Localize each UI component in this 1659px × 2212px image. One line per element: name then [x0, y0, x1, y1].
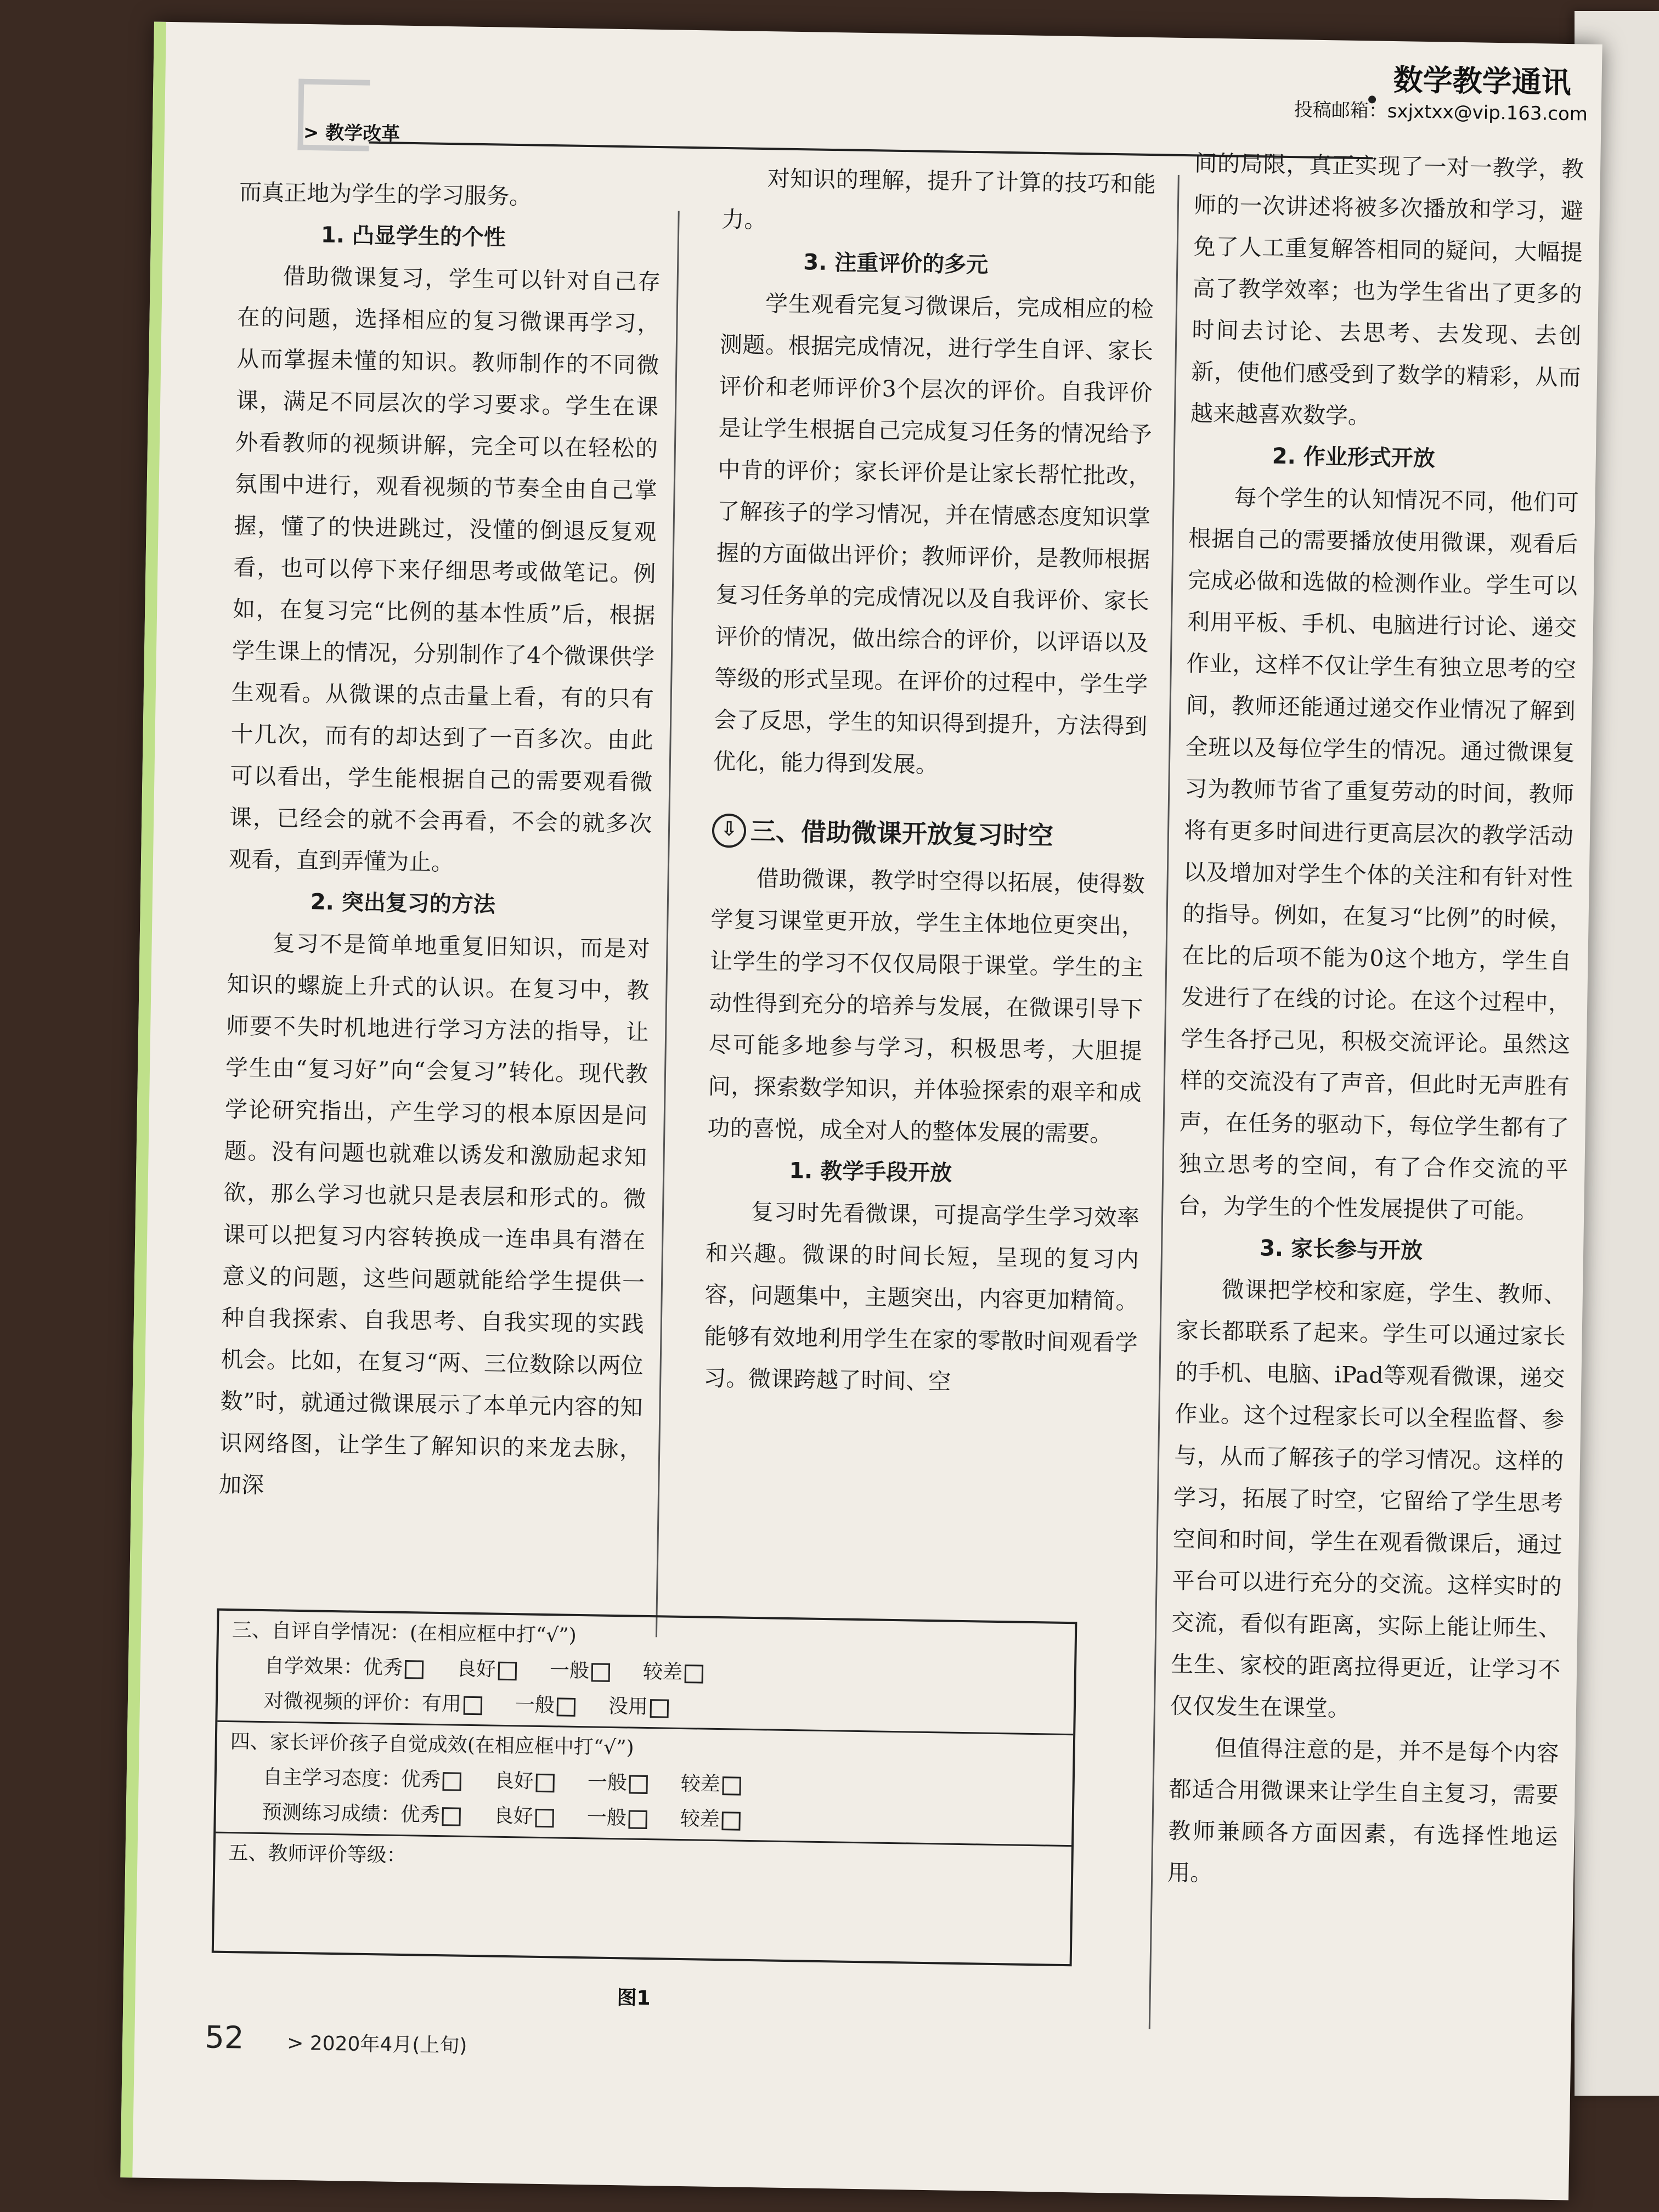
- magazine-title: 数学教学通讯: [1393, 63, 1572, 100]
- paragraph: 学生观看完复习微课后，完成相应的检测题。根据完成情况，进行学生自评、家长评价和老师评价3个层次的评价。自我评价是让学生根据自己完成复习任务的情况给予中肯的评价；家长评价是让家长帮忙批改，了解孩子的学习情况，并在情感态度知识掌握的方面做出评价；教师评价，是教师根据复习任务单的完成情况以及自我评价、家长评价的情况，做出综合的评价，以评语以及等级的形式呈现。在评价的过程中，学生学会了反思，学生的知识得到提升，方法得到优化，能力得到发展。: [713, 290, 1154, 778]
- option-label: 良好: [493, 1804, 534, 1828]
- issue-date: > 2020年4月(上旬): [286, 2032, 467, 2057]
- subheading: 3. 家长参与开放: [1259, 1235, 1423, 1264]
- option-label: 一般: [515, 1694, 555, 1717]
- figure-caption: 图1: [617, 1987, 651, 2010]
- subheading: 2. 作业形式开放: [1272, 443, 1436, 472]
- form-section-teacher-evaluation: [214, 1833, 1071, 1944]
- subheading: 3. 注重评价的多元: [803, 250, 989, 278]
- paragraph: 微课把学校和家庭，学生、教师、家长都联系了起来。学生可以通过家长的手机、电脑、iPad等观看微课，递交作业。这个过程家长可以全程监督、参与，从而了解孩子的学习情况。这样的学习，拓展了时空，它留给了学生思考空间和时间，学生在观看微课后，通过平台可以进行充分的交流。这样实时的交流，看似有距离，实际上能让师生、生生、家校的距离拉得更近，让学习不仅仅发生在课堂。: [1170, 1276, 1567, 1722]
- option-label: 一般: [586, 1806, 627, 1830]
- form-section-parent-evaluation: [216, 1722, 1073, 1847]
- checkbox[interactable]: [498, 1662, 517, 1681]
- checkbox[interactable]: [721, 1812, 741, 1831]
- checkbox[interactable]: [535, 1809, 554, 1828]
- form-row-label: 对微视频的评价：: [263, 1690, 422, 1715]
- checkbox[interactable]: [557, 1697, 576, 1717]
- form-row-label: 自学效果：: [264, 1655, 364, 1679]
- subheading: 2. 突出复习的方法: [310, 889, 496, 918]
- submission-email: 投稿邮箱：sxjxtxx@vip.163.com: [1294, 99, 1588, 126]
- checkbox[interactable]: [629, 1775, 648, 1795]
- magazine-page: [120, 22, 1602, 2200]
- column-1: [219, 171, 662, 1512]
- checkbox[interactable]: [442, 1807, 461, 1826]
- paragraph: 间的局限，真正实现了一对一教学，教师的一次讲述将被多次播放和学习，避免了人工重复解答相同的疑问，大幅提高了教学效率；也为学生省出了更多的时间去讨论、去思考、去发现、去创新，使他们感受到了数学的精彩，从而越来越喜欢数学。: [1190, 150, 1584, 430]
- option-label: 没用: [608, 1695, 648, 1719]
- option-label: 良好: [456, 1657, 496, 1681]
- evaluation-form: [212, 1609, 1077, 1967]
- checkbox[interactable]: [464, 1696, 483, 1716]
- subheading: 1. 凸显学生的个性: [320, 222, 506, 251]
- form-row-label: 预测练习成绩：: [262, 1801, 401, 1826]
- checkbox[interactable]: [535, 1774, 555, 1793]
- option-label: 较差: [680, 1772, 721, 1796]
- checkbox[interactable]: [722, 1776, 741, 1796]
- paragraph: 但值得注意的是，并不是每个内容都适合用微课来让学生自主复习，需要教师兼顾各方面因素，有选择性地运用。: [1167, 1735, 1560, 1887]
- down-arrow-circle-icon: ⇩: [712, 814, 747, 848]
- option-label: 一般: [549, 1659, 590, 1683]
- paragraph: 而真正地为学生的学习服务。: [239, 178, 532, 210]
- option-label: 优秀: [400, 1768, 441, 1792]
- option-label: 有用: [421, 1692, 462, 1716]
- paragraph: 每个学生的认知情况不同，他们可根据自己的需要播放使用微课，观看后完成必做和选做的检测作业。学生可以利用平板、手机、电脑进行讨论、递交作业，这样不仅让学生有独立思考的空间，教师还能通过递交作业情况了解到全班以及每位学生的情况。通过微课复习为教师节省了重复劳动的时间，教师将有更多时间进行更高层次的教学活动以及增加对学生个体的关注和有针对性的指导。例如，在复习“比例”的时候，在比的后项不能为0这个地方，学生自发进行了在线的讨论。在这个过程中，学生各抒己见，积极交流评论。虽然这样的交流没有了声音，但此时无声胜有声，在任务的驱动下，每位学生都有了独立思考的空间，有了合作交流的平台，为学生的个性发展提供了可能。: [1177, 484, 1579, 1224]
- option-label: 优秀: [400, 1803, 441, 1827]
- checkbox[interactable]: [591, 1663, 611, 1682]
- page-number: 52: [204, 2019, 245, 2056]
- form-section-self-evaluation: [217, 1611, 1075, 1735]
- paragraph: 复习时先看微课，可提高学生学习效率和兴趣。微课的时间长短，呈现的复习内容，问题集中，主题突出，内容更加精简。能够有效地利用学生在家的零散时间观看学习。微课跨越了时间、空: [703, 1198, 1140, 1395]
- form-section-title: 四、家长评价孩子自觉成效(在相应框中打“√”): [230, 1730, 634, 1759]
- option-label: 良好: [494, 1769, 534, 1793]
- option-label: 一般: [587, 1771, 628, 1795]
- option-label: 较差: [642, 1660, 683, 1684]
- column-2: [703, 157, 1156, 1406]
- section-tag: > 教学改革: [303, 121, 400, 145]
- checkbox[interactable]: [442, 1772, 461, 1791]
- subheading: 1. 教学手段开放: [788, 1158, 952, 1186]
- column-3: [1167, 142, 1584, 1899]
- paragraph: 借助微课复习，学生可以针对自己存在的问题，选择相应的复习微课再学习，从而掌握未懂的知识。教师制作的不同微课，满足不同层次的学习要求。学生在课外看教师的视频讲解，完全可以在轻松的氛围中进行，观看视频的节奏全由自己掌握，懂了的快进跳过，没懂的倒退反复观看，也可以停下来仔细思考或做笔记。例如，在复习完“比例的基本性质”后，根据学生课上的情况，分别制作了4个微课供学生观看。从微课的点击量上看，有的只有十几次，而有的却达到了一百多次。由此可以看出，学生能根据自己的需要观看微课，已经会的就不会再看，不会的就多次观看，直到弄懂为止。: [228, 263, 661, 876]
- form-section-title: 五、教师评价等级：: [228, 1842, 407, 1867]
- paragraph: 复习不是简单地重复旧知识，而是对知识的螺旋上升式的认识。在复习中，教师要不失时机地进行学习方法的指导，让学生由“复习好”向“会复习”转化。现代教学论研究指出，产生学习的根本原因是问题。没有问题也就难以诱发和激励起求知欲，那么学习也就只是表层和形式的。微课可以把复习内容转换成一连串具有潜在意义的问题，这些问题就能给学生提供一种自我探索、自我思考、自我实现的实践机会。比如，在复习“两、三位数除以两位数”时，就通过微课展示了本单元内容的知识网络图，让学生了解知识的来龙去脉，加深: [218, 930, 650, 1498]
- checkbox[interactable]: [628, 1810, 647, 1829]
- form-row-label: 自主学习态度：: [262, 1766, 402, 1791]
- form-section-title: 三、自评自学情况：(在相应框中打“√”): [232, 1619, 577, 1647]
- checkbox[interactable]: [405, 1660, 424, 1679]
- paragraph: 对知识的理解，提升了计算的技巧和能力。: [721, 165, 1156, 234]
- paragraph: 借助微课，教学时空得以拓展，使得数学复习课堂更开放，学生主体地位更突出，让学生的学习不仅仅局限于课堂。学生的主动性得到充分的培养与发展，在微课引导下尽可能多地参与学习，积极思考，大胆提问，探索数学知识，并体验探索的艰辛和成功的喜悦，成全对人的整体发展的需要。: [707, 865, 1145, 1148]
- binding-edge: [120, 22, 166, 2178]
- section-heading: [712, 810, 1146, 858]
- column-divider: [656, 211, 680, 1638]
- checkbox[interactable]: [685, 1664, 704, 1684]
- option-label: 优秀: [363, 1656, 403, 1679]
- option-label: 较差: [680, 1807, 720, 1831]
- section-heading-text: 三、借助微课开放复习时空: [750, 816, 1054, 851]
- checkbox[interactable]: [650, 1699, 669, 1718]
